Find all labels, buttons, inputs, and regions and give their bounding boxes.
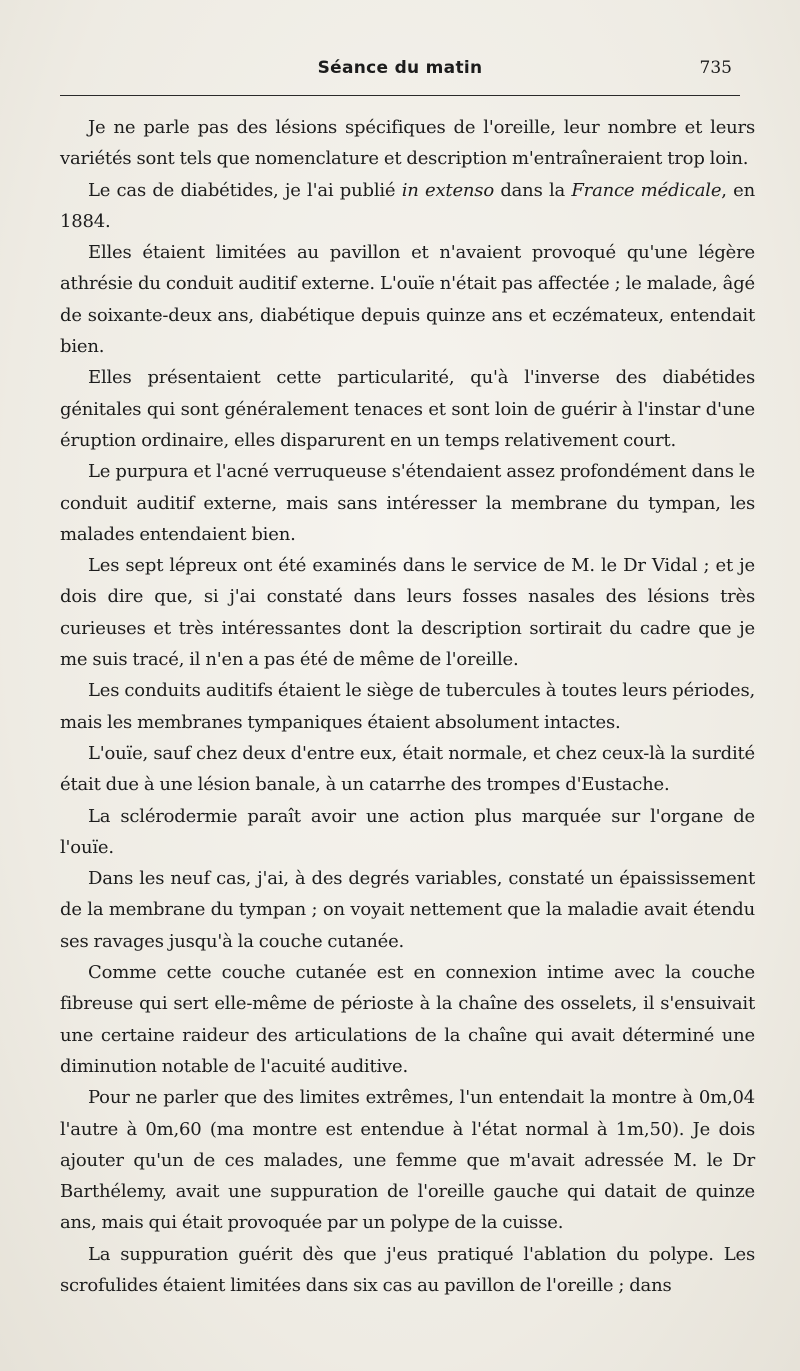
paragraph-text: dans la [493, 179, 572, 201]
paragraph: Comme cette couche cutanée est en connexion intime avec la couche fibreuse qui sert elle-même de périoste à la chaîne des osselets, il s'ensuivait une certaine raideur des articulations de la chaîne qui avait déterminé une diminution notable de l'acuité auditive. [60, 962, 755, 1077]
page-number: 735 [699, 58, 732, 78]
paragraph: Le purpura et l'acné verruqueuse s'étendaient assez profondément dans le conduit auditif externe, mais sans intéresser la membrane du tympan, les malades entendaient bien. [60, 461, 755, 545]
paragraph: Je ne parle pas des lésions spécifiques de l'oreille, leur nombre et leurs variétés sont tels que nomenclature et description m'entraîneraient trop loin. [60, 117, 755, 170]
paragraph: Les conduits auditifs étaient le siège de tubercules à toutes leurs périodes, mais les membranes tympaniques étaient absolument intactes. [60, 680, 755, 733]
paragraph: Elles étaient limitées au pavillon et n'avaient provoqué qu'une légère athrésie du conduit auditif externe. L'ouïe n'était pas affectée ; le malade, âgé de soixante-deux ans, diabétique depuis quinze ans et eczémateux, entendait bien. [60, 242, 755, 358]
journal-title: France médicale [571, 179, 722, 201]
paragraph: La suppuration guérit dès que j'eus pratiqué l'ablation du polype. Les scrofulides étaient limitées dans six cas au pavillon de l'oreille ; dans [60, 1243, 755, 1296]
paragraph: L'ouïe, sauf chez deux d'entre eux, était normale, et chez ceux-là la surdité était due à une lésion banale, à un catarrhe des trompes d'Eustache. [60, 742, 755, 796]
paragraph: Dans les neuf cas, j'ai, à des degrés variables, constaté un épaississement de la membrane du tympan ; on voyait nettement que la maladie avait étendu ses ravages jusqu'à la couche cutanée. [60, 868, 755, 952]
running-header [60, 56, 740, 88]
header-rule [60, 95, 740, 96]
body-text [60, 112, 755, 1301]
paragraph [60, 175, 755, 238]
running-head-title: Séance du matin [317, 58, 483, 78]
italic-phrase: in extenso [401, 179, 494, 201]
paragraph-text: , en 1884. [60, 179, 756, 232]
paragraph: Pour ne parler que des limites extrêmes, l'un entendait la montre à 0m,04 l'autre à 0m,60 (ma montre est entendue à l'état normal à 1m,50). Je dois ajouter qu'un de ces malades, une femme que m'avait adressée M. le Dr Barthélemy, avait une suppuration de l'oreille gauche qui datait de quinze ans, mais qui était provoquée par un polype de la cuisse. [60, 1087, 755, 1234]
paragraph: Elles présentaient cette particularité, qu'à l'inverse des diabétides génitales qui sont généralement tenaces et sont loin de guérir à l'instar d'une éruption ordinaire, elles disparurent en un temps relativement court. [60, 367, 755, 451]
paragraph: La sclérodermie paraît avoir une action plus marquée sur l'organe de l'ouïe. [60, 805, 755, 858]
paragraph: Les sept lépreux ont été examinés dans le service de M. le Dr Vidal ; et je dois dire que, si j'ai constaté dans leurs fosses nasales des lésions très curieuses et très intéressantes dont la description sortirait du cadre que je me suis tracé, il n'en a pas été de même de l'oreille. [60, 555, 755, 671]
paragraph-text: Le cas de diabétides, je l'ai publié [88, 179, 402, 201]
